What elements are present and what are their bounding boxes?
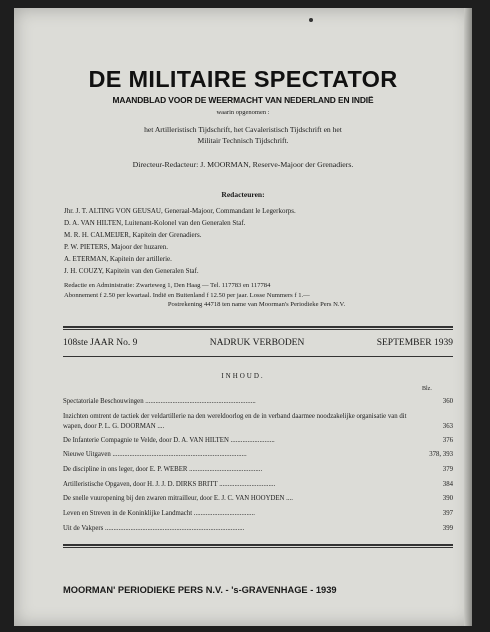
toc-page: 397 [442,510,453,518]
editor-entry: M. R. H. CALMEIJER, Kapitein der Grenadiers. [64,231,202,239]
toc-entry [63,450,453,465]
subscription-line: Abonnement f 2.50 per kwartaal. Indië en Buitenland f 12.50 per jaar. Losse Nummers f 1.— [64,291,310,299]
journal-subtitle: MAANDBLAD VOOR DE WEERMACHT VAN NEDERLAND EN INDIË [112,95,374,105]
toc-entry [63,465,453,480]
toc-entry [63,494,453,509]
page-edge-shadow [464,8,472,626]
journal-cover-page [14,8,472,626]
divider-top-1 [63,326,453,328]
incorporated-line-1: het Artilleristisch Tijdschrift, het Cavaleristisch Tijdschrift en het [144,125,342,134]
director-line: Directeur-Redacteur: J. MOORMAN, Reserve-Majoor der Grenadiers. [132,160,354,169]
volume-number: 108ste JAAR No. 9 [63,338,138,348]
editor-entry: J. H. COUZY, Kapitein van den Generalen Staf. [64,267,199,275]
editors-heading: Redacteuren: [221,190,265,199]
issue-bar [63,338,453,348]
administration-block [64,281,449,310]
toc-page: 360 [442,398,453,405]
toc-entry [63,480,453,495]
incorporated-line-2: Militair Technisch Tijdschrift. [197,136,289,145]
toc-title: Leven en Streven in de Koninklijke Landmacht .................................... [63,510,255,518]
divider-bottom-2 [63,547,453,548]
editor-entry: P. W. PIETERS, Majoor der huzaren. [64,243,169,251]
divider-top-2 [63,329,453,330]
editors-list [64,205,444,277]
toc-page: 384 [442,480,453,488]
incorporated-journals [14,124,472,146]
journal-title: DE MILITAIRE SPECTATOR [88,66,398,92]
toc-page: 379 [442,466,453,474]
reprint-notice: NADRUK VERBODEN [209,338,305,348]
editor-entry: Jhr. J. T. ALTING VON GEUSAU, Generaal-Majoor, Commandant le Legerkorps. [64,207,296,215]
ink-speck [309,18,313,22]
toc-title: Uit de Vakpers .................................................................................. [63,524,245,532]
toc-page: 376 [442,436,453,444]
giro-line: Postrekening 44718 ten name van Moorman's Periodieke Pers N.V. [167,301,346,308]
table-of-contents [63,397,453,539]
incorporated-label: waarin opgenomen : [216,109,270,116]
toc-page: 390 [442,495,453,503]
toc-entry [63,509,453,524]
toc-title: Nieuwe Uitgaven ............................................................................... [63,451,247,459]
divider-mid [63,356,453,357]
toc-title: Spectatoriale Beschouwingen ................................................................. [63,398,256,405]
issue-date: SEPTEMBER 1939 [376,338,453,348]
contents-heading: INHOUD. [221,372,265,380]
toc-title: Artilleristische Opgaven, door H. J. J. D. DIRKS BRITT ................................. [63,480,276,488]
toc-title: Inzichten omtrent de tactiek der veldartillerie na den wereldoorlog en de in verband daarmee noodzakelijke organisatie van dit wapen, door P. L. G. DOORMAN .... [63,412,407,430]
editor-entry: A. ETERMAN, Kapitein der artillerie. [64,255,172,263]
toc-entry [63,524,453,539]
editor-entry: D. A. VAN HILTEN, Luitenant-Kolonel van den Generalen Staf. [64,219,246,227]
toc-title: De discipline in ons leger, door E. P. WEBER ........................................... [63,466,263,474]
toc-entry [63,397,453,412]
toc-title: De snelle vuuropening bij den zwaren mitrailleur, door E. J. C. VAN HOOYDEN .... [63,495,293,503]
page-column-label: Blz. [422,386,432,392]
toc-entry [63,412,453,436]
publisher-footer: MOORMAN' PERIODIEKE PERS N.V. - 's-GRAVENHAGE - 1939 [63,585,337,595]
toc-entry [63,436,453,451]
toc-page: 378, 393 [429,451,453,459]
address-line: Redactie en Administratie: Zwarteweg 1, Den Haag — Tel. 117783 en 117784 [64,282,271,289]
toc-page: 363 [442,422,453,430]
divider-bottom-1 [63,544,453,546]
toc-page: 399 [442,524,453,532]
toc-title: De Infanterie Compagnie te Velde, door D. A. VAN HILTEN .......................... [63,436,275,444]
